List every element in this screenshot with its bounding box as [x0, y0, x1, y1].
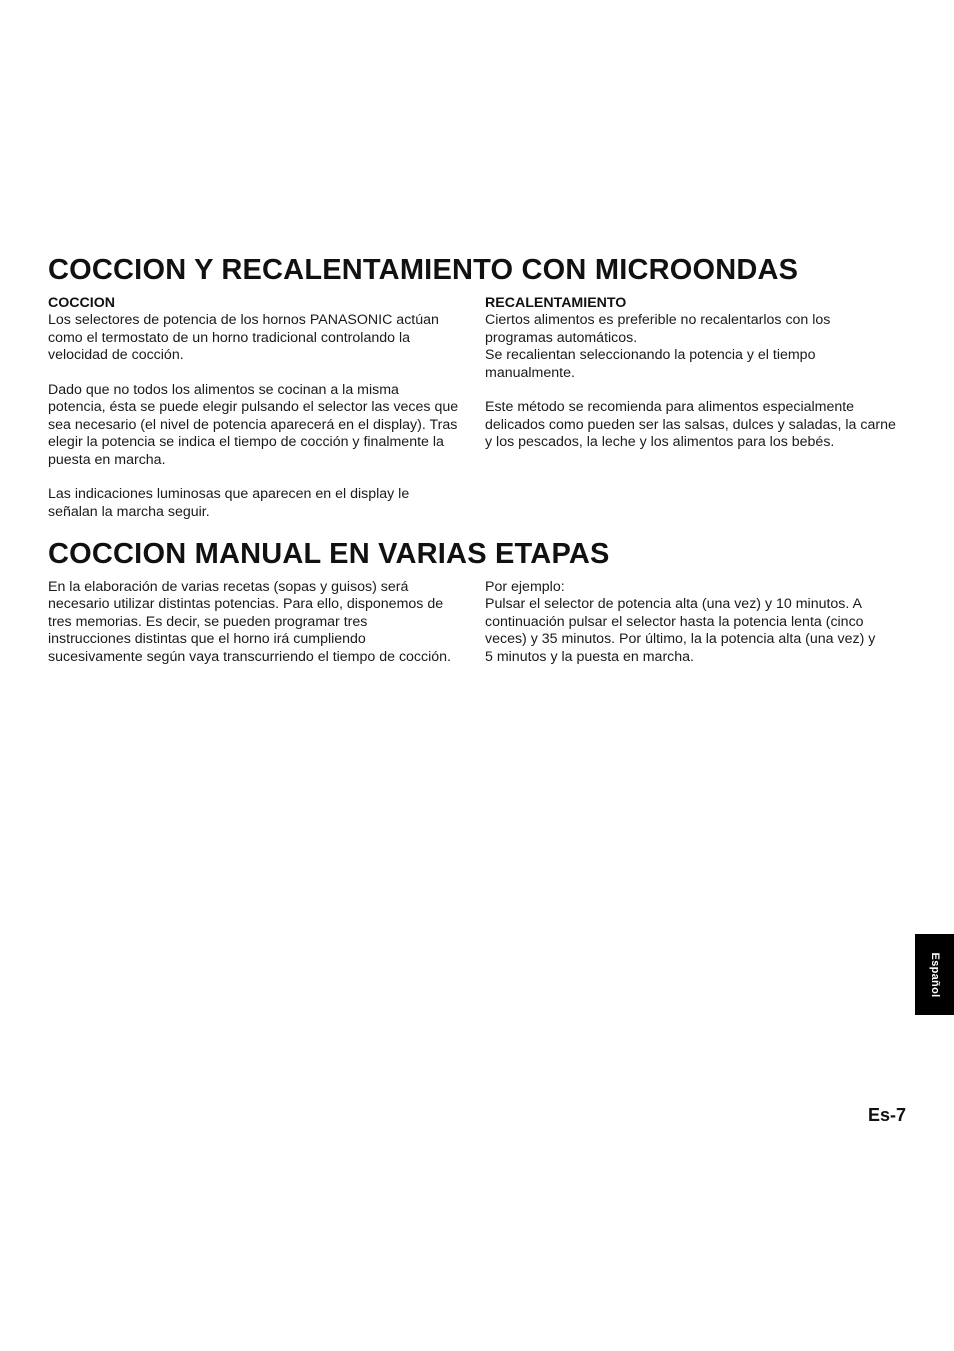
page-number: Es-7: [867, 1105, 906, 1125]
paragraph-spacer: [48, 365, 473, 382]
column-recalentamiento: [485, 295, 910, 452]
column-coccion-manual-intro: [48, 579, 473, 666]
paragraph-spacer: [48, 469, 473, 486]
paragraph-recalentamiento-1: Ciertos alimentos es preferible no recalentarlos con los programas automáticos. Se recalientan seleccionando la potencia y el tiempo manualmente.: [485, 312, 831, 381]
paragraph-coccion-2: Dado que no todos los alimentos se cocinan a la misma potencia, ésta se puede elegir pulsando el selector las veces que sea necesario (el nivel de potencia aparecerá en el display). Tras elegir la potencia se indica el tiempo de cocción y finalmente la puesta en marcha.: [48, 382, 459, 468]
paragraph-recalentamiento-2: Este método se recomienda para alimentos especialmente delicados como pueden ser las salsas, dulces y saladas, la carne y los pescados, la leche y los alimentos para los bebés.: [485, 399, 896, 451]
language-tab-label: Español: [928, 952, 941, 997]
section-title-coccion-manual: COCCION MANUAL EN VARIAS ETAPAS: [48, 538, 610, 570]
paragraph-coccion-3: Las indicaciones luminosas que aparecen en el display le señalan la marcha seguir.: [48, 486, 410, 520]
column-coccion-manual-example: [485, 579, 910, 666]
paragraph-spacer: [485, 382, 910, 399]
section-title-coccion-recalentamiento: COCCION Y RECALENTAMIENTO CON MICROONDAS: [48, 254, 799, 286]
subheading-recalentamiento: RECALENTAMIENTO: [485, 295, 627, 311]
paragraph-coccion-1: Los selectores de potencia de los hornos PANASONIC actúan como el termostato de un horno tradicional controlando la velocidad de cocción.: [48, 312, 439, 364]
paragraph-coccion-manual-1: En la elaboración de varias recetas (sopas y guisos) será necesario utilizar distintas potencias. Para ello, disponemos de tres memorias. Es decir, se pueden programar tres instrucciones distintas que el horno irá cumpliendo sucesivamente según vaya transcurriendo el tiempo de cocción.: [48, 579, 451, 665]
column-coccion: [48, 295, 473, 521]
subheading-coccion: COCCION: [48, 295, 115, 311]
paragraph-coccion-manual-example: Por ejemplo: Pulsar el selector de potencia alta (una vez) y 10 minutos. A continuación pulsar el selector hasta la potencia lenta (cinco veces) y 35 minutos. Por último, la la potencia alta (una vez) y 5 minutos y la puesta en marcha.: [485, 579, 876, 665]
language-tab: [915, 934, 954, 1015]
